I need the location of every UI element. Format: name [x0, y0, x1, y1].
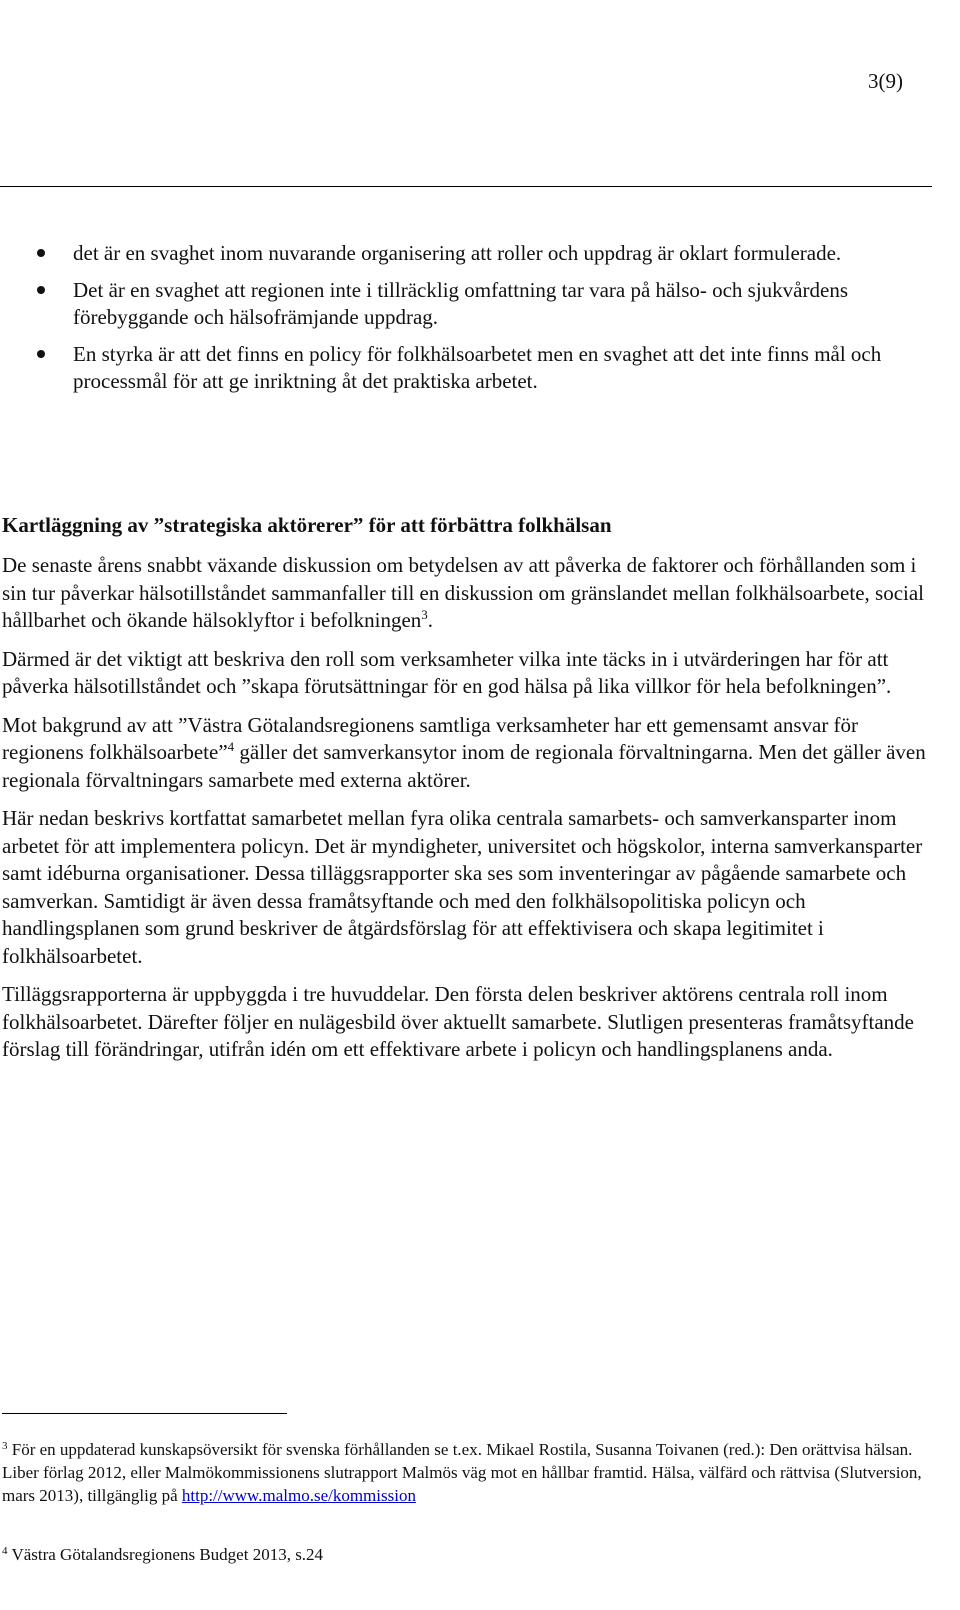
header-divider: [0, 186, 932, 187]
paragraph-text: De senaste årens snabbt växande diskussion om betydelsen av att påverka de faktorer och förhållanden som i sin tur påverkar hälsotillståndet sammanfaller till en diskussion om gränslandet mellan folkhälsoarbete, social hållbarhet och ökande hälsoklyftor i befolkningen: [2, 553, 925, 632]
footnote-3: [2, 1438, 932, 1507]
paragraph-4: Här nedan beskrivs kortfattat samarbetet mellan fyra olika centrala samarbets- och samverkansparter inom arbetet för att implementera policyn. Det är myndigheter, universitet och högskolor, interna samverkansparter samt idéburna organisationer. Dessa tilläggsrapporter ska ses som inventeringar av pågående samarbete och samverkan. Samtidigt är även dessa framåtsyftande och med den folkhälsopolitiska policyn och handlingsplanen som grund beskriver de åtgärdsförslag för att effektivisera och skapa legitimitet i folkhälsoarbetet.: [2, 806, 923, 968]
paragraph-text: .: [427, 608, 434, 632]
paragraph-1: [2, 552, 932, 635]
bullet-text: det är en svaghet inom nuvarande organisering att roller och uppdrag är oklart formulerade.: [73, 241, 842, 265]
footnote-divider: [2, 1413, 287, 1414]
paragraph-3: [2, 712, 932, 795]
paragraph-5: Tilläggsrapporterna är uppbyggda i tre huvuddelar. Den första delen beskriver aktörens centrala roll inom folkhälsoarbetet. Därefter följer en nulägesbild över aktuellt samarbete. Slutligen presenteras framåtsyftande förslag till förändringar, utifrån idén om ett effektivare arbete i policyn och handlingsplanens anda.: [2, 982, 914, 1061]
bullet-icon: [37, 286, 45, 294]
page-number: 3(9): [868, 69, 903, 93]
footnote-number: 3: [2, 1440, 8, 1452]
footnote-text: Västra Götalandsregionens Budget 2013, s.24: [7, 1545, 324, 1564]
paragraph-2: Därmed är det viktigt att beskriva den roll som verksamheter vilka inte täcks in i utvärderingen har för att påverka hälsotillståndet och ”skapa förutsättningar för en god hälsa på lika villkor för hela befolkningen”.: [2, 646, 892, 698]
malmo-kommission-link[interactable]: http://www.malmo.se/kommission: [181, 1486, 416, 1505]
bullet-icon: [37, 249, 45, 257]
footnote-number: 4: [2, 1545, 8, 1557]
bullet-item: [0, 277, 940, 332]
bullet-item: [0, 240, 940, 268]
bullet-item: [0, 341, 940, 396]
section-body: [2, 510, 932, 1075]
bullet-text: Det är en svaghet att regionen inte i tillräcklig omfattning tar vara på hälso- och sjukvårdens förebyggande och hälsofrämjande uppdrag.: [73, 277, 848, 329]
footnote-4: [2, 1543, 932, 1566]
paragraph-text: gäller det samverkansytor inom de regionala förvaltningarna. Men det gäller även regionala förvaltningars samarbete med externa aktörer.: [2, 740, 926, 792]
footnote-text: För en uppdaterad kunskapsöversikt för svenska förhållanden se t.ex. Mikael Rostila, Susanna Toivanen (red.): Den orättvisa hälsan. Liber förlag 2012, eller Malmökommissionens slutrapport Malmös väg mot en hållbar framtid. Hälsa, välfärd och rättvisa (Slutversion, mars 2013), tillgänglig på: [2, 1440, 922, 1505]
bullet-text: En styrka är att det finns en policy för folkhälsoarbetet men en svaghet att det inte finns mål och processmål för att ge inriktning åt det praktiska arbetet.: [73, 341, 882, 393]
footnote-ref: 4: [227, 739, 235, 754]
section-heading: Kartläggning av ”strategiska aktörerer” för att förbättra folkhälsan: [2, 513, 612, 537]
bullet-icon: [37, 350, 45, 358]
paragraph-text: Mot bakgrund av att ”Västra Götalandsregionens samtliga verksamheter har ett gemensamt ansvar för regionens folkhälsoarbete”: [2, 712, 859, 764]
bullet-list: [0, 240, 940, 405]
footnote-ref: 3: [421, 607, 428, 622]
